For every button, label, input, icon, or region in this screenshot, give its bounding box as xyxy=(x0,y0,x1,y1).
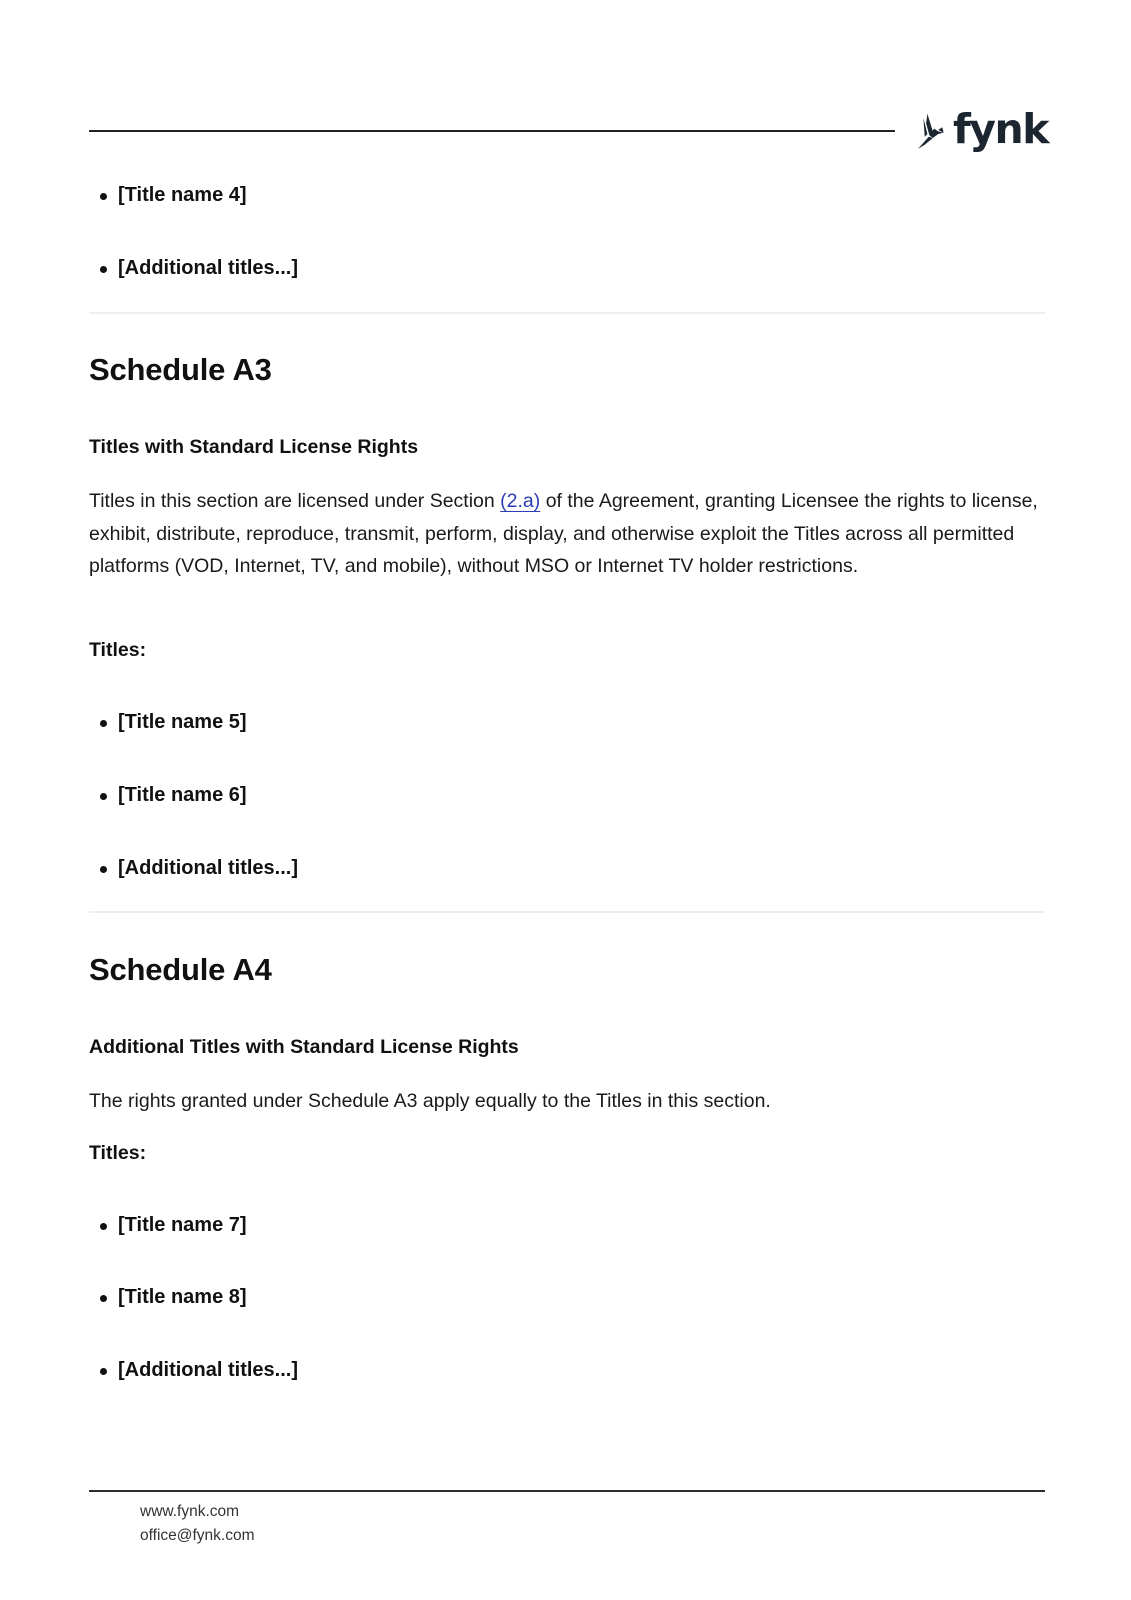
schedule-a3-titles-label: Titles: xyxy=(89,639,147,661)
schedule-a3-subheading: Titles with Standard License Rights xyxy=(89,436,419,458)
list-item: [Additional titles...] xyxy=(100,257,298,280)
bullet-icon xyxy=(100,1368,107,1375)
schedule-a4-subheading: Additional Titles with Standard License Rights xyxy=(89,1036,519,1058)
bullet-icon xyxy=(100,720,107,727)
header-rule xyxy=(89,130,895,132)
schedule-a3-heading: Schedule A3 xyxy=(89,352,272,387)
bullet-icon xyxy=(100,266,107,273)
list-item: [Title name 5] xyxy=(100,711,247,734)
bullet-icon xyxy=(100,866,107,873)
bullet-icon xyxy=(100,793,107,800)
list-item: [Title name 4] xyxy=(100,184,247,207)
section-divider xyxy=(89,312,1045,314)
origami-bird-icon xyxy=(918,105,949,159)
section-2a-link[interactable]: (2.a) xyxy=(500,490,541,512)
fynk-logo xyxy=(918,104,1048,160)
schedule-a3-paragraph: Titles in this section are licensed under Section (2.a) of the Agreement, granting Licensee the rights to license, exhibit, distribute, reproduce, transmit, perform, display, and otherwise exploit the Titles across all permitted platforms (VOD, Internet, TV, and mobile), without MSO or Internet TV holder restrictions. xyxy=(89,490,1038,577)
footer-rule xyxy=(89,1490,1045,1492)
list-item: [Additional titles...] xyxy=(100,857,298,880)
list-item: [Title name 6] xyxy=(100,784,247,807)
section-divider xyxy=(89,911,1045,913)
list-item: [Title name 8] xyxy=(100,1286,247,1309)
bullet-icon xyxy=(100,1295,107,1302)
schedule-a4-heading: Schedule A4 xyxy=(89,952,272,987)
bullet-icon xyxy=(100,193,107,200)
list-item: [Title name 7] xyxy=(100,1214,247,1237)
schedule-a4-paragraph: The rights granted under Schedule A3 apply equally to the Titles in this section. xyxy=(89,1090,771,1112)
footer-email[interactable]: office@fynk.com xyxy=(140,1527,255,1544)
bullet-icon xyxy=(100,1223,107,1230)
list-item: [Additional titles...] xyxy=(100,1359,298,1382)
logo-wordmark: fynk xyxy=(952,104,1048,153)
footer-website[interactable]: www.fynk.com xyxy=(140,1503,240,1520)
schedule-a4-titles-label: Titles: xyxy=(89,1142,147,1164)
